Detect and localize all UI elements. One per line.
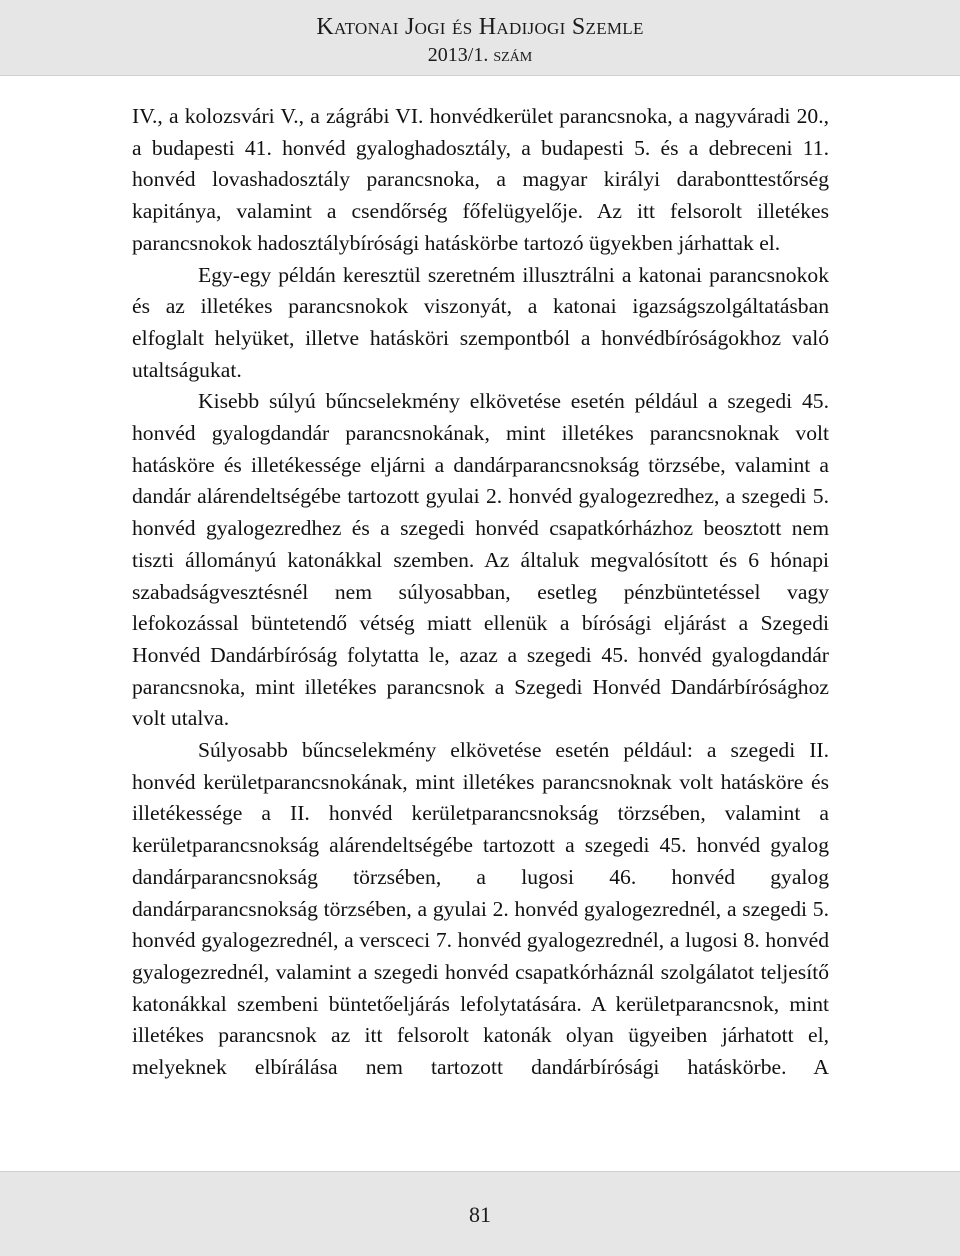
body-text bbox=[132, 101, 829, 1084]
page-footer bbox=[0, 1171, 960, 1256]
paragraph-4: Súlyosabb bűncselekmény elkövetése esetén például: a szegedi II. honvéd kerületparancsnokának, mint illetékes parancsnoknak volt hatásköre és illetékessége a II. honvéd kerületparancsnokság törzsében, valamint a kerületparancsnokság alárendeltségébe tartozott a szegedi 45. honvéd gyalog dandárparancsnokság törzsében, a lugosi 46. honvéd gyalog dandárparancsnokság törzsében, a gyulai 2. honvéd gyalogezrednél, a szegedi 5. honvéd gyalogezrednél, a versceci 7. honvéd gyalogezrednél, a lugosi 8. honvéd gyalogezrednél, valamint a szegedi honvéd csapatkórháznál szolgálatot teljesítő katonákkal szembeni büntetőeljárás lefolytatására. A kerületparancsnok, mint illetékes parancsnok az itt felsorolt katonák olyan ügyeiben járhatott el, melyeknek elbírálása nem tartozott dandárbírósági hatáskörbe. A bbox=[132, 738, 829, 1080]
journal-title bbox=[0, 14, 960, 41]
paragraph-1: IV., a kolozsvári V., a zágrábi VI. honvédkerület parancsnoka, a nagyváradi 20., a budapesti 41. honvéd gyaloghadosztály, a budapesti 5. és a debreceni 11. honvéd lovashadosztály parancsnoka, a magyar királyi darabonttestőrség kapitánya, valamint a csendőrség főfelügyelője. Az itt felsorolt illetékes parancsnokok hadosztálybírósági hatáskörbe tartozó ügyekben járhattak el. bbox=[132, 104, 829, 255]
page-number: 81 bbox=[469, 1202, 491, 1227]
paragraph-2: Egy-egy példán keresztül szeretném illusztrálni a katonai parancsnokok és az illetékes parancsnokok viszonyát, a katonai igazságszolgáltatásban elfoglalt helyüket, illetve hatásköri szempontból a honvédbíróságokhoz való utaltságukat. bbox=[132, 262, 829, 382]
journal-title-text: Katonai Jogi és Hadijogi Szemle bbox=[316, 14, 644, 40]
paragraph-3: Kisebb súlyú bűncselekmény elkövetése esetén például a szegedi 45. honvéd gyalogdandár parancsnokának, mint illetékes parancsnoknak volt hatásköre és illetékessége eljárni a dandárparancsnokság törzsébe, valamint a dandár alárendeltségébe tartozott gyulai 2. honvéd gyalogezredhez, a szegedi 5. honvéd gyalogezredhez és a szegedi honvéd csapatkórházhoz beosztott nem tiszti állományú katonákkal szemben. Az általuk megvalósított és 6 hónapi szabadságvesztésnél nem súlyosabban, esetleg pénzbüntetéssel vagy lefokozással büntetendő vétség miatt ellenük a bírósági eljárást a Szegedi Honvéd Dandárbíróság folytatta le, azaz a szegedi 45. honvéd gyalogdandár parancsnoka, mint illetékes parancsnok a Szegedi Honvéd Dandárbírósághoz volt utalva. bbox=[132, 389, 829, 731]
running-header bbox=[0, 0, 960, 76]
issue-number bbox=[0, 44, 960, 67]
issue-number-text: 2013/1. szám bbox=[427, 44, 533, 66]
